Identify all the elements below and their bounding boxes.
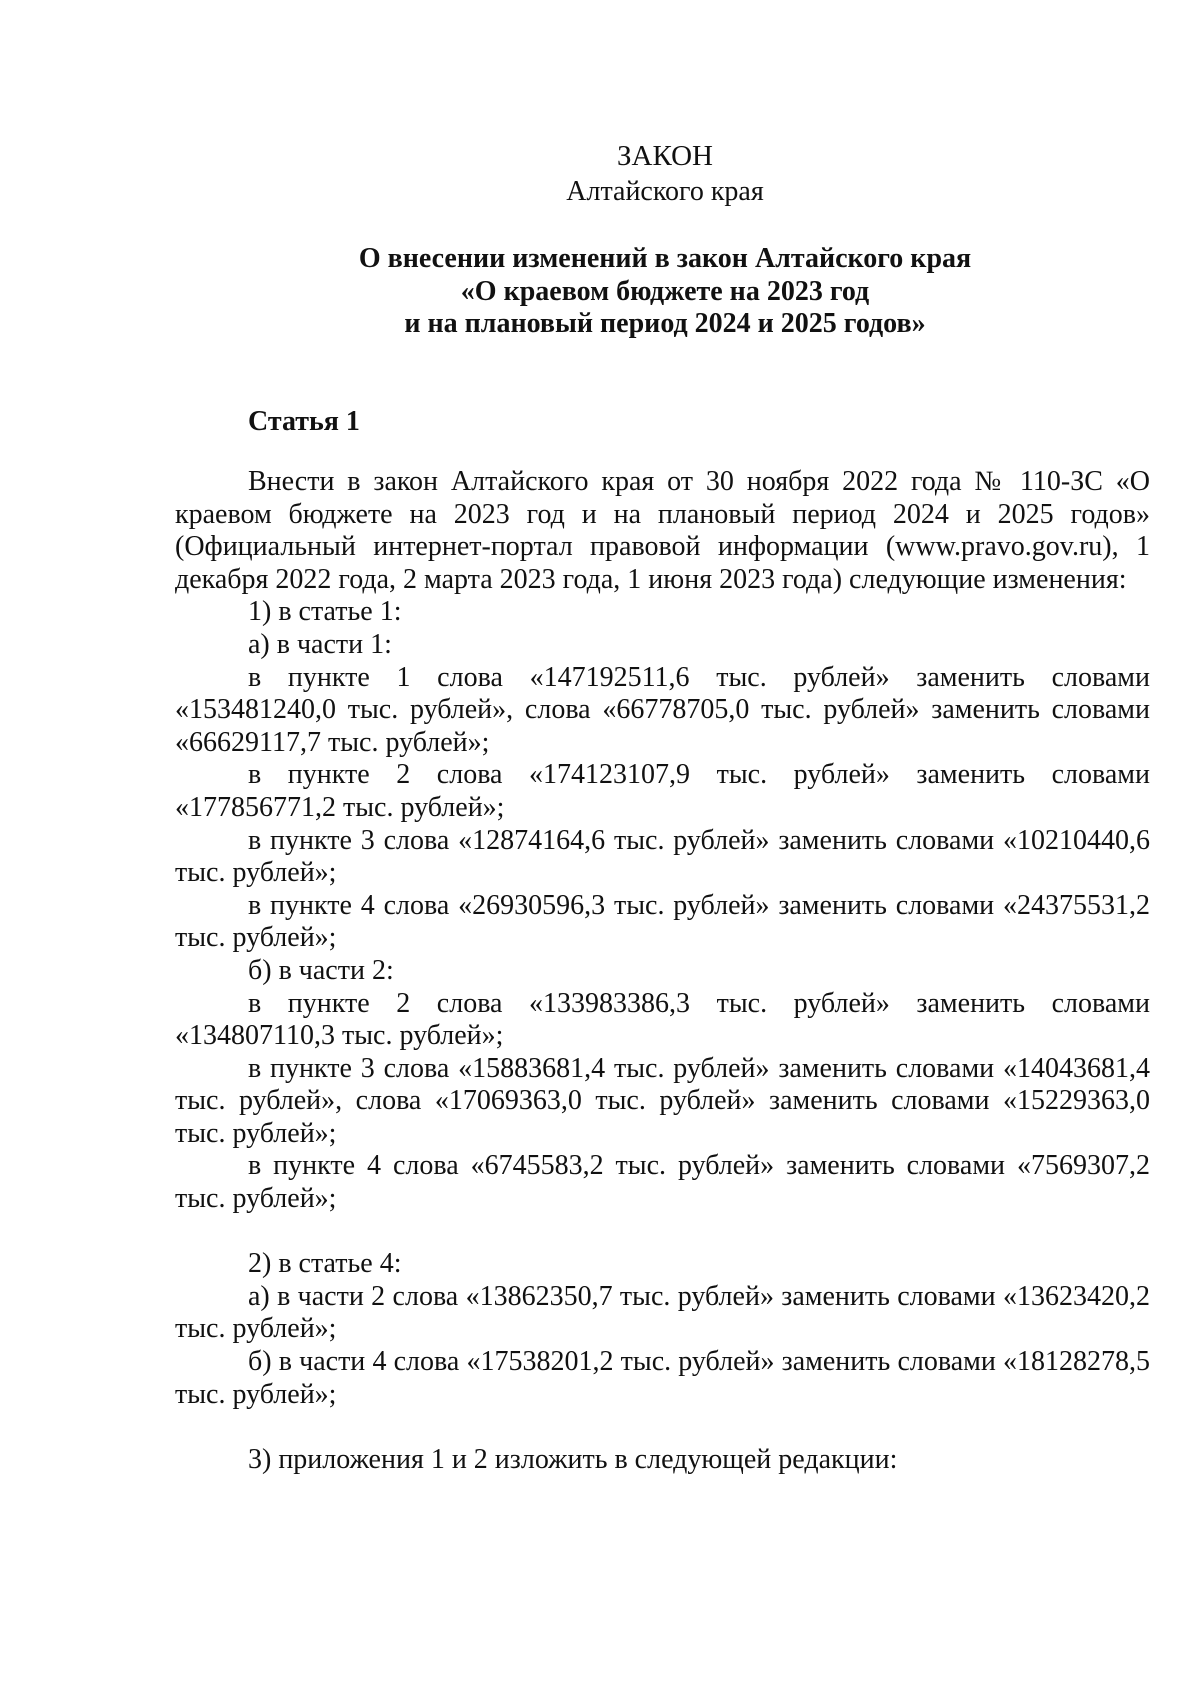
region-name: Алтайского края xyxy=(566,176,764,207)
amendment-paragraph: в пункте 2 слова «174123107,9 тыс. рублей» заменить словами «177856771,2 тыс. рублей»; xyxy=(175,759,1150,823)
title-line: и на плановый период 2024 и 2025 годов» xyxy=(404,308,926,339)
amendment-paragraph: в пункте 1 слова «147192511,6 тыс. рублей» заменить словами «153481240,0 тыс. рублей», слова «66778705,0 тыс. рублей» заменить словами «66629117,7 тыс. рублей»; xyxy=(175,661,1150,758)
law-header xyxy=(0,138,1200,210)
law-title xyxy=(0,243,1200,341)
article-heading: Статья 1 xyxy=(248,406,360,437)
list-item: 2) в статье 4: xyxy=(248,1248,402,1280)
list-item: 1) в статье 1: xyxy=(248,596,402,628)
amendment-paragraph: в пункте 3 слова «12874164,6 тыс. рублей» заменить словами «10210440,6 тыс. рублей»; xyxy=(175,824,1150,889)
law-label: ЗАКОН xyxy=(617,140,713,172)
spacer xyxy=(175,1411,1150,1444)
list-subitem: б) в части 2: xyxy=(248,954,394,986)
amendment-paragraph: в пункте 2 слова «133983386,3 тыс. рублей» заменить словами «134807110,3 тыс. рублей»; xyxy=(175,987,1150,1052)
spacer xyxy=(175,1216,1150,1249)
title-line: О внесении изменений в закон Алтайского края xyxy=(358,243,972,274)
list-item: 3) приложения 1 и 2 изложить в следующей редакции: xyxy=(248,1443,898,1475)
article-body xyxy=(175,466,1150,1476)
list-subitem: а) в части 1: xyxy=(248,628,392,660)
amendment-paragraph: б) в части 4 слова «17538201,2 тыс. рублей» заменить словами «18128278,5 тыс. рублей»; xyxy=(175,1346,1150,1410)
amendment-paragraph: а) в части 2 слова «13862350,7 тыс. рублей» заменить словами «13623420,2 тыс. рублей»; xyxy=(175,1280,1150,1345)
intro-paragraph: Внести в закон Алтайского края от 30 ноября 2022 года № 110-ЗС «О краевом бюджете на 2023 год и на плановый период 2024 и 2025 годов» (Официальный интернет-портал правовой информации (www.pravo.gov.ru), 1 декабря 2022 года, 2 марта 2023 года, 1 июня 2023 года) следующие изменения: xyxy=(175,466,1150,595)
amendment-paragraph: в пункте 3 слова «15883681,4 тыс. рублей» заменить словами «14043681,4 тыс. рублей», слова «17069363,0 тыс. рублей» заменить словами «15229363,0 тыс. рублей»; xyxy=(175,1052,1150,1149)
amendment-paragraph: в пункте 4 слова «6745583,2 тыс. рублей» заменить словами «7569307,2 тыс. рублей»; xyxy=(175,1150,1150,1215)
amendment-paragraph: в пункте 4 слова «26930596,3 тыс. рублей» заменить словами «24375531,2 тыс. рублей»; xyxy=(175,889,1150,954)
title-line: «О краевом бюджете на 2023 год xyxy=(460,275,870,307)
